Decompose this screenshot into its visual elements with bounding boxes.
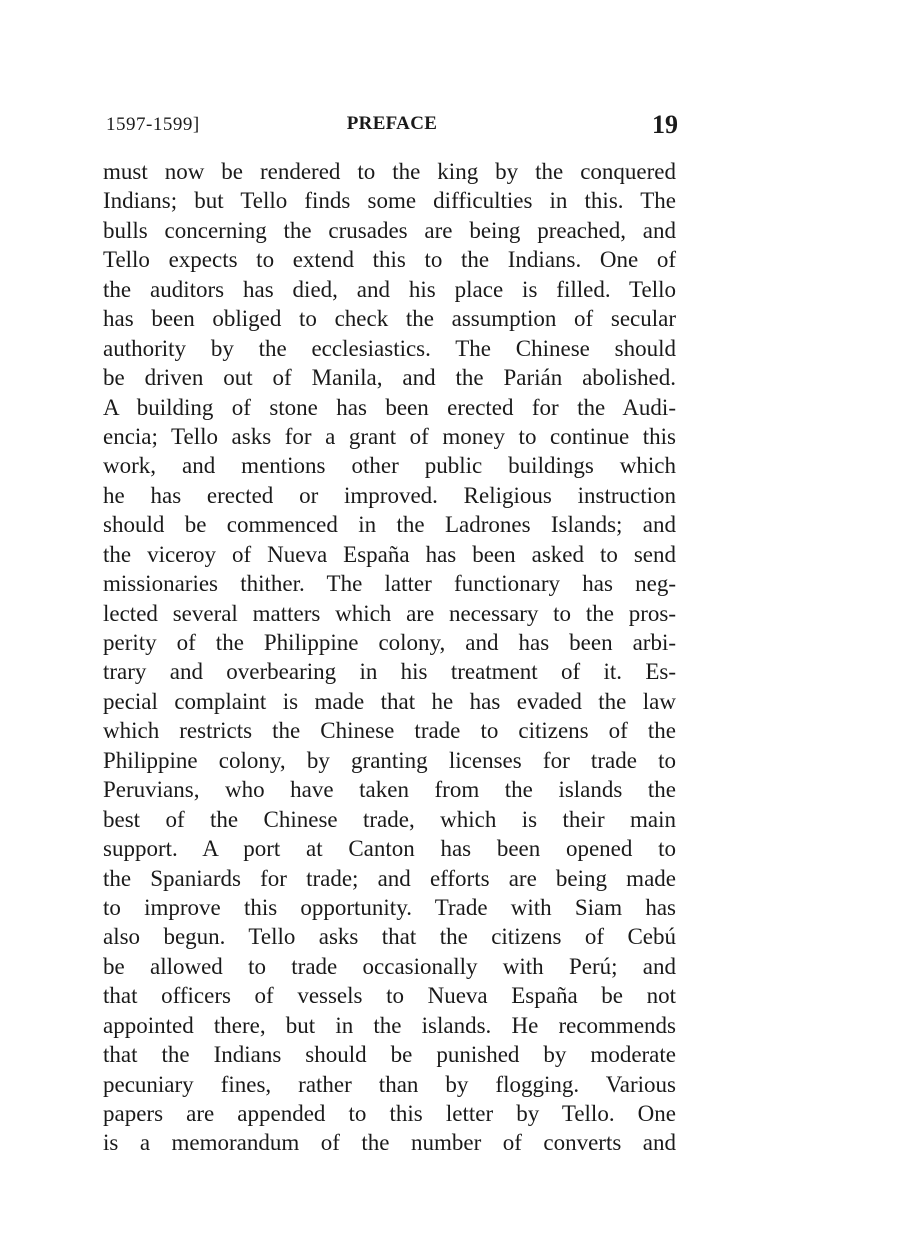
text-line: lected several matters which are necessary to the pros- bbox=[103, 600, 676, 626]
header-title: PREFACE bbox=[346, 113, 438, 134]
text-line: work, and mentions other public buildings which bbox=[103, 453, 676, 479]
text-line: support. A port at Canton has been opened to bbox=[103, 836, 676, 862]
text-line: Indians; but Tello finds some difficulties in this. The bbox=[103, 188, 676, 214]
text-line: that the Indians should be punished by moderate bbox=[103, 1042, 676, 1068]
text-line: A building of stone has been erected for the Audi- bbox=[103, 394, 676, 420]
running-head bbox=[106, 108, 678, 142]
text-line: appointed there, but in the islands. He recommends bbox=[103, 1012, 676, 1038]
text-line: missionaries thither. The latter functionary has neg- bbox=[103, 571, 676, 597]
text-line: Philippine colony, by granting licenses for trade to bbox=[103, 747, 676, 773]
text-line: best of the Chinese trade, which is their main bbox=[103, 806, 676, 832]
header-year-range: 1597-1599] bbox=[106, 114, 200, 135]
text-line: perity of the Philippine colony, and has been arbi- bbox=[103, 630, 676, 655]
page-number: 19 bbox=[652, 110, 678, 139]
text-line: Tello expects to extend this to the Indians. One of bbox=[103, 247, 676, 273]
text-line: bulls concerning the crusades are being preached, and bbox=[103, 217, 676, 243]
text-line: Peruvians, who have taken from the islands the bbox=[103, 777, 676, 803]
text-line: should be commenced in the Ladrones Islands; and bbox=[103, 512, 676, 538]
text-line: pecuniary fines, rather than by flogging. Various bbox=[103, 1071, 676, 1097]
text-line: that officers of vessels to Nueva España be not bbox=[103, 983, 676, 1009]
body-text bbox=[103, 157, 676, 1158]
text-line: has been obliged to check the assumption of secular bbox=[103, 306, 676, 332]
text-line: which restricts the Chinese trade to citizens of the bbox=[103, 718, 676, 744]
text-line: pecial complaint is made that he has evaded the law bbox=[103, 688, 676, 714]
text-line: to improve this opportunity. Trade with Siam has bbox=[103, 894, 676, 920]
text-line: also begun. Tello asks that the citizens of Cebú bbox=[103, 924, 676, 950]
text-line: be allowed to trade occasionally with Perú; and bbox=[103, 953, 676, 979]
text-line: is a memorandum of the number of converts and bbox=[103, 1130, 676, 1156]
text-line: papers are appended to this letter by Tello. One bbox=[103, 1101, 676, 1126]
text-line: he has erected or improved. Religious instruction bbox=[103, 482, 676, 508]
text-line: authority by the ecclesiastics. The Chinese should bbox=[103, 335, 676, 361]
text-line: encia; Tello asks for a grant of money to continue this bbox=[103, 423, 676, 449]
text-line: the Spaniards for trade; and efforts are being made bbox=[103, 865, 676, 891]
text-line: the auditors has died, and his place is filled. Tello bbox=[103, 276, 676, 302]
text-line: be driven out of Manila, and the Parián abolished. bbox=[103, 365, 676, 391]
text-line: must now be rendered to the king by the conquered bbox=[103, 159, 676, 184]
text-line: the viceroy of Nueva España has been asked to send bbox=[103, 541, 676, 567]
text-line: trary and overbearing in his treatment of it. Es- bbox=[103, 659, 676, 685]
